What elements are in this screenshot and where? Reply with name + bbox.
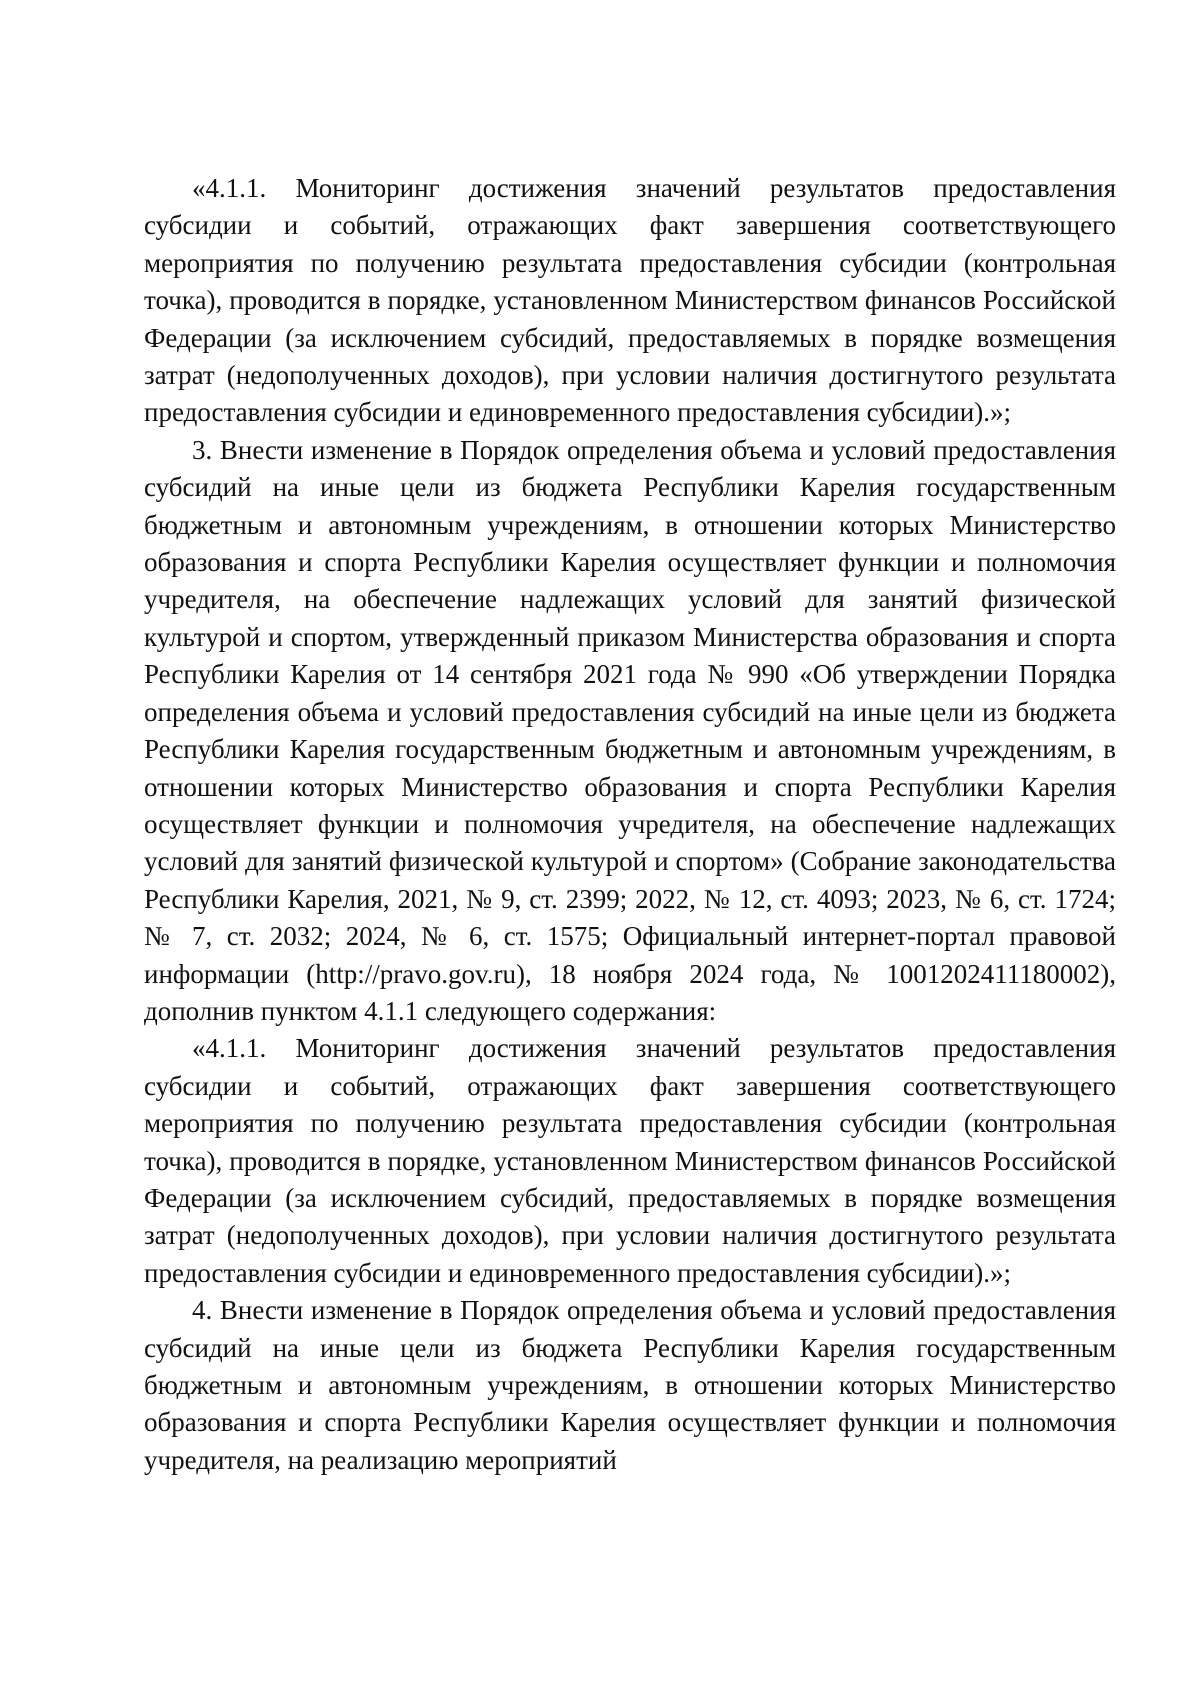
- paragraph-clause-4-1-1-insert-repeat: «4.1.1. Мониторинг достижения значений результатов предоставления субсидии и событий, отражающих факт завершения соответствующего мероприятия по получению результата предоставления субсидии (контрольная точка), проводится в порядке, установленном Министерством финансов Российской Федерации (за исключением субсидий, предоставляемых в порядке возмещения затрат (недополученных доходов), при условии наличия достигнутого результата предоставления субсидии и единовременного предоставления субсидии).»;: [144, 1033, 1116, 1288]
- document-body: [144, 170, 1116, 1479]
- paragraph-clause-4-1-1-insert: «4.1.1. Мониторинг достижения значений результатов предоставления субсидии и событий, отражающих факт завершения соответствующего мероприятия по получению результата предоставления субсидии (контрольная точка), проводится в порядке, установленном Министерством финансов Российской Федерации (за исключением субсидий, предоставляемых в порядке возмещения затрат (недополученных доходов), при условии наличия достигнутого результата предоставления субсидии и единовременного предоставления субсидии).»;: [144, 173, 1116, 428]
- paragraph-item-3: 3. Внести изменение в Порядок определения объема и условий предоставления субсидий на иные цели из бюджета Республики Карелия государственным бюджетным и автономным учреждениям, в отношении которых Министерство образования и спорта Республики Карелия осуществляет функции и полномочия учредителя, на обеспечение надлежащих условий для занятий физической культурой и спортом, утвержденный приказом Министерства образования и спорта Республики Карелия от 14 сентября 2021 года № 990 «Об утверждении Порядка определения объема и условий предоставления субсидий на иные цели из бюджета Республики Карелия государственным бюджетным и автономным учреждениям, в отношении которых Министерство образования и спорта Республики Карелия осуществляет функции и полномочия учредителя, на обеспечение надлежащих условий для занятий физической культурой и спортом» (Собрание законодательства Республики Карелия, 2021, № 9, ст. 2399; 2022, № 12, ст. 4093; 2023, № 6, ст. 1724; № 7, ст. 2032; 2024, № 6, ст. 1575; Официальный интернет-портал правовой информации (http://pravo.gov.ru), 18 ноября 2024 года, № 1001202411180002), дополнив пунктом 4.1.1 следующего содержания:: [144, 434, 1116, 1026]
- paragraph-item-4: 4. Внести изменение в Порядок определения объема и условий предоставления субсидий на иные цели из бюджета Республики Карелия государственным бюджетным и автономным учреждениям, в отношении которых Министерство образования и спорта Республики Карелия осуществляет функции и полномочия учредителя, на реализацию мероприятий: [144, 1295, 1116, 1475]
